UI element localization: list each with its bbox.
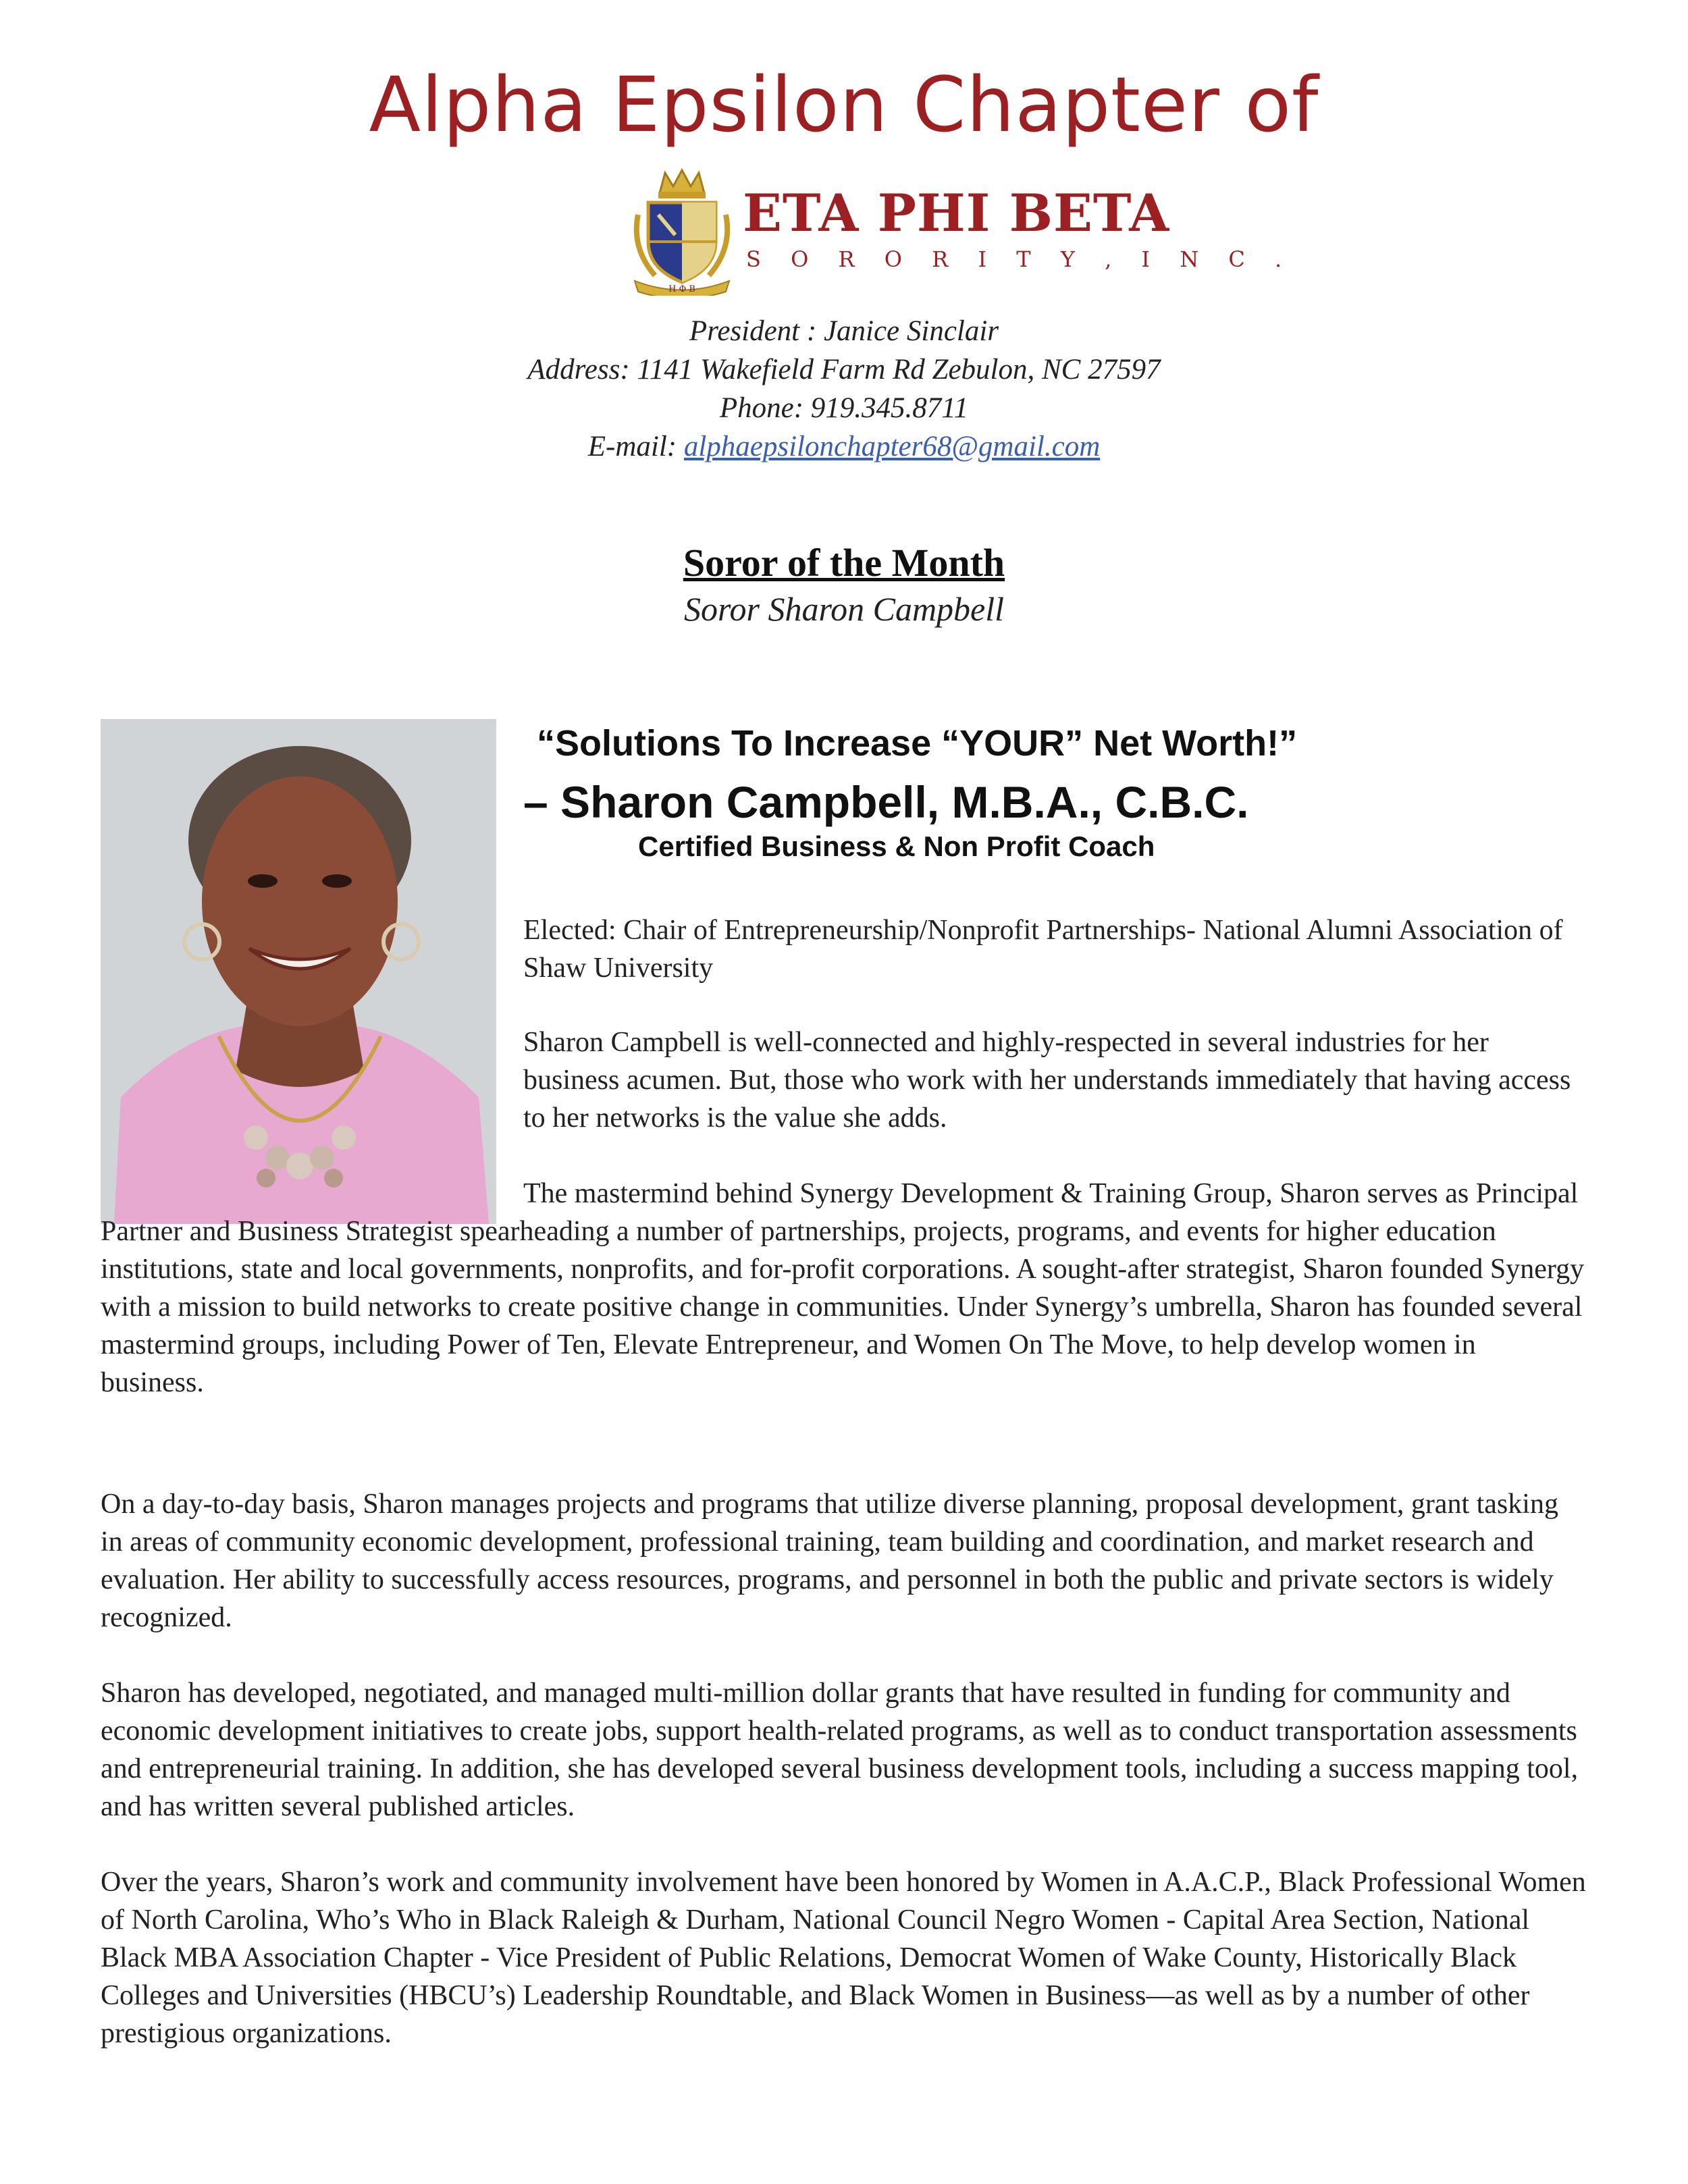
paragraph-connected: Sharon Campbell is well-connected and highly-respected in several industries for her business acumen. But, those who work with her understands immediately that having access to her networks is the value she adds. bbox=[523, 1027, 1571, 1134]
phone-line: Phone: 919.345.8711 bbox=[719, 392, 969, 424]
feature-quote: “Solutions To Increase “YOUR” Net Worth!” bbox=[537, 723, 1298, 764]
feature-signature: – Sharon Campbell, M.B.A., C.B.C. bbox=[523, 777, 1249, 827]
president-line: President : Janice Sinclair bbox=[689, 315, 999, 347]
paragraph-honors: Over the years, Sharon’s work and community involvement have been honored by Women in A.A.C.P., Black Professional Women of North Carolina, Who’s Who in Black Raleigh & Durham, National Council Negro Women - Capital Area Section, National Black MBA Association Chapter - Vice President of Public Relations, Democrat Women of Wake County, Historically Black Colleges and Universities (HBCU’s) Leadership Roundtable, and Black Women in Business—as well as by a number of other prestigious organizations. bbox=[101, 1867, 1586, 2049]
section-heading: Soror of the Month bbox=[683, 541, 1005, 585]
sorority-name: ETA PHI BETA bbox=[743, 183, 1170, 243]
email-label: E-mail: bbox=[587, 431, 684, 462]
email-link[interactable]: alphaepsilonchapter68@gmail.com bbox=[683, 431, 1101, 462]
sorority-logo bbox=[625, 167, 1294, 296]
paragraph-day-to-day: On a day-to-day basis, Sharon manages projects and programs that utilize diverse planning, proposal development, grant tasking in areas of community economic development, professional training, team building and coordination, and market research and evaluation. Her ability to successfully access resources, programs, and personnel in both the public and private sectors is widely recognized. bbox=[101, 1489, 1558, 1633]
chapter-title: Alpha Epsilon Chapter of bbox=[369, 61, 1319, 149]
sorority-subtitle: S O R O R I T Y , I N C . bbox=[746, 246, 1294, 272]
crest-icon bbox=[625, 167, 739, 296]
paragraph-grants: Sharon has developed, negotiated, and managed multi-million dollar grants that have resulted in funding for community and economic development initiatives to create jobs, support health-related programs, as well as to conduct transportation assessments and entrepreneurial training. In addition, she has developed several business development tools, including a success mapping tool, and has written several published articles. bbox=[101, 1678, 1579, 1822]
portrait-photo bbox=[101, 719, 496, 1224]
contact-block bbox=[0, 312, 1688, 466]
feature-signature-title: Certified Business & Non Profit Coach bbox=[638, 830, 1155, 862]
paragraph-mastermind: The mastermind behind Synergy Development & Training Group, Sharon serves as Principal Partner and Business Strategist spearheading a number of partnerships, projects, programs, and events for higher education institutions, state and local governments, nonprofits, and for-profit corporations. A sought-after strategist, Sharon founded Synergy with a mission to build networks to create positive change in communities. Under Synergy’s umbrella, Sharon has founded several mastermind groups, including Power of Ten, Elevate Entrepreneur, and Women On The Move, to help develop women in business. bbox=[101, 1178, 1585, 1398]
paragraph-elected: Elected: Chair of Entrepreneurship/Nonprofit Partnerships- National Alumni Association of Shaw University bbox=[523, 915, 1563, 984]
address-line: Address: 1141 Wakefield Farm Rd Zebulon, NC 27597 bbox=[527, 354, 1161, 385]
soror-name: Soror Sharon Campbell bbox=[683, 590, 1005, 628]
email-line bbox=[0, 427, 1688, 466]
svg-text:H Φ B: H Φ B bbox=[668, 284, 695, 294]
